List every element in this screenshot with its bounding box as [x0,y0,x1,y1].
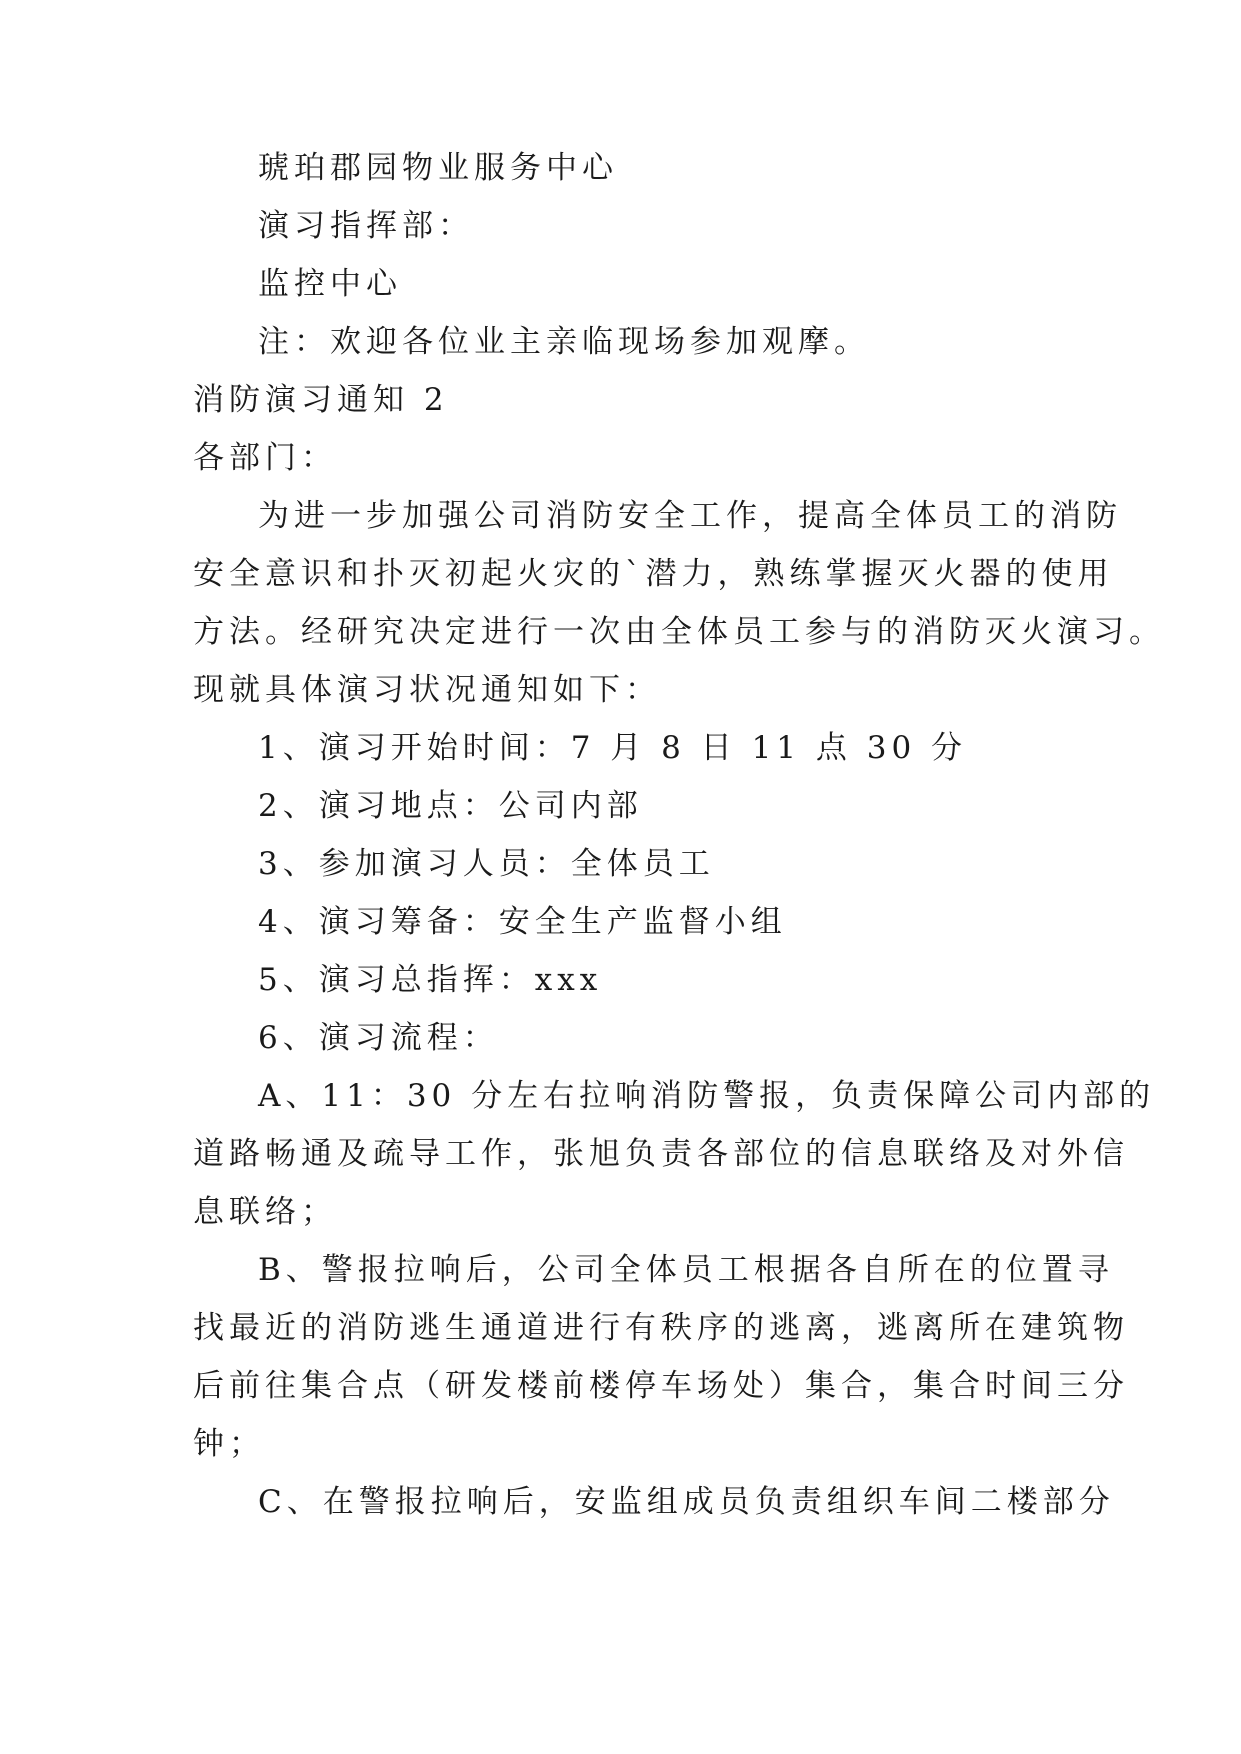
step-a-line-1: A、11：30 分左右拉响消防警报，负责保障公司内部的 [258,1078,1156,1114]
paragraph-intro-line-3: 方法。经研究决定进行一次由全体员工参与的消防灭火演习。 [193,614,1165,650]
section-title: 消防演习通知 2 [193,382,449,418]
paragraph-intro-line-4: 现就具体演习状况通知如下： [193,672,661,708]
list-item-4: 4、演习筹备：安全生产监督小组 [258,904,787,940]
text-line-org-name: 琥珀郡园物业服务中心 [258,150,618,186]
paragraph-intro-line-1: 为进一步加强公司消防安全工作，提高全体员工的消防 [258,498,1122,534]
step-b-line-4: 钟； [193,1426,265,1462]
step-b-line-1: B、警报拉响后，公司全体员工根据各自所在的位置寻 [258,1252,1114,1288]
text-line-note: 注：欢迎各位业主亲临现场参加观摩。 [258,324,870,360]
step-b-line-3: 后前往集合点（研发楼前楼停车场处）集合，集合时间三分 [193,1368,1129,1404]
text-line-recipients: 各部门： [193,440,337,476]
list-item-1: 1、演习开始时间：7 月 8 日 11 点 30 分 [258,730,968,766]
text-line-command: 演习指挥部： [258,208,474,244]
step-a-line-3: 息联络； [193,1194,337,1230]
list-item-6: 6、演习流程： [258,1020,499,1056]
list-item-2: 2、演习地点：公司内部 [258,788,643,824]
step-a-line-2: 道路畅通及疏导工作，张旭负责各部位的信息联络及对外信 [193,1136,1129,1172]
text-line-monitor-center: 监控中心 [258,266,402,302]
step-c-line-1: C、在警报拉响后，安监组成员负责组织车间二楼部分 [258,1484,1115,1520]
step-b-line-2: 找最近的消防逃生通道进行有秩序的逃离，逃离所在建筑物 [193,1310,1129,1346]
list-item-5: 5、演习总指挥：xxx [258,962,603,998]
paragraph-intro-line-2: 安全意识和扑灭初起火灾的`潜力，熟练掌握灭火器的使用 [193,556,1114,592]
list-item-3: 3、参加演习人员：全体员工 [258,846,715,882]
